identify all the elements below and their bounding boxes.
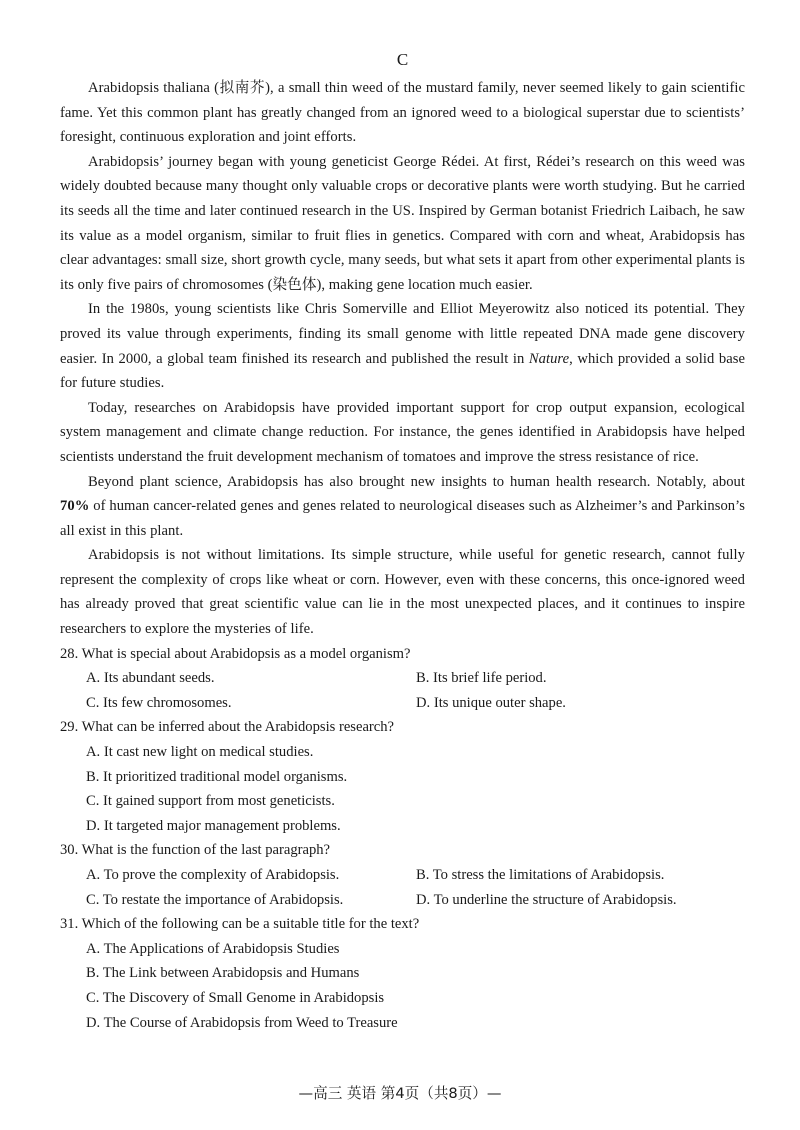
option-a: A. Its abundant seeds. [86, 670, 215, 687]
journal-name: Nature [528, 350, 570, 367]
section-letter: C [396, 50, 409, 69]
option-b: B. The Link between Arabidopsis and Humans [86, 965, 360, 982]
option-a: A. The Applications of Arabidopsis Studies [86, 940, 340, 957]
option-d: D. Its unique outer shape. [416, 694, 566, 711]
option-a: A. To prove the complexity of Arabidopsis. [86, 867, 340, 883]
option-b: B. Its brief life period. [416, 670, 547, 687]
option-d: D. The Course of Arabidopsis from Weed to Treasure [86, 1014, 398, 1031]
paragraph-5: Beyond plant science, Arabidopsis has also brought new insights to human health research. Notably, about 70% of human cancer-related genes and genes related to neurological diseases such as Alzheimer’s and Parkinson’s all exist in this plant. [60, 473, 745, 539]
option-a: A. It cast new light on medical studies. [86, 744, 314, 761]
options [60, 937, 745, 1035]
page-footer: —高三 英语 第4页（共8页）— [298, 1085, 502, 1102]
paragraph-1: Arabidopsis thaliana (拟南芥), a small thin weed of the mustard family, never seemed likely to gain scientific fame. Yet this common plant has greatly changed from an ignored weed to a biological superstar due to scientists’ foresight, continuous exploration and joint efforts. [60, 80, 745, 146]
option-c: C. To restate the importance of Arabidopsis. [86, 891, 344, 908]
question-31 [60, 912, 745, 1035]
question-stem: 28. What is special about Arabidopsis as a model organism? [60, 645, 411, 662]
paragraph-2: Arabidopsis’ journey began with young geneticist George Rédei. At first, Rédei’s research on this weed was widely doubted because many thought only valuable crops or decorative plants were worth studying. But he carried its seeds all the time and later continued research in the US. Inspired by German botanist Friedrich Laibach, he saw its value as a model organism, similar to fruit flies in genetics. Compared with corn and wheat, Arabidopsis has clear advantages: small size, short growth cycle, many seeds, but what sets it apart from other experimental plants is its only five pairs of chromosomes (染色体), making gene location much easier. [60, 153, 745, 293]
question-stem: 30. What is the function of the last paragraph? [60, 842, 331, 859]
question-29 [60, 715, 745, 838]
question-stem: 29. What can be inferred about the Arabidopsis research? [60, 719, 395, 736]
question-28 [60, 642, 745, 716]
option-b: B. To stress the limitations of Arabidopsis. [416, 867, 665, 883]
options [60, 740, 745, 838]
option-c: C. Its few chromosomes. [86, 694, 232, 711]
percentage-highlight: 70% [60, 498, 90, 515]
option-d: D. To underline the structure of Arabidopsis. [416, 891, 677, 908]
option-b: B. It prioritized traditional model organisms. [86, 768, 348, 785]
question-30 [60, 838, 745, 912]
options [60, 666, 745, 715]
option-c: C. The Discovery of Small Genome in Arabidopsis [86, 989, 385, 1006]
question-stem: 31. Which of the following can be a suitable title for the text? [60, 916, 420, 933]
paragraph-6: Arabidopsis is not without limitations. Its simple structure, while useful for genetic research, cannot fully represent the complexity of crops like wheat or corn. However, even with these concerns, this once-ignored weed has already proved that great scientific value can lie in the most unexpected places, and it continues to inspire researchers to explore the mysteries of life. [60, 547, 745, 638]
option-d: D. It targeted major management problems. [86, 817, 341, 834]
exam-page [60, 48, 745, 1035]
option-c: C. It gained support from most geneticists. [86, 793, 335, 810]
paragraph-3: In the 1980s, young scientists like Chris Somerville and Elliot Meyerowitz also noticed its potential. They proved its value through experiments, finding its small genome with little repeated DNA made gene discovery easier. In 2000, a global team finished its research and published the result in Nature, which provided a solid base for future studies. [60, 301, 745, 392]
paragraph-4: Today, researches on Arabidopsis have provided important support for crop output expansion, ecological system management and climate change reduction. For instance, the genes identified in Arabidopsis have helped scientists understand the fruit development mechanism of tomatoes and improve the stress resistance of rice. [60, 399, 745, 465]
options [60, 863, 745, 912]
